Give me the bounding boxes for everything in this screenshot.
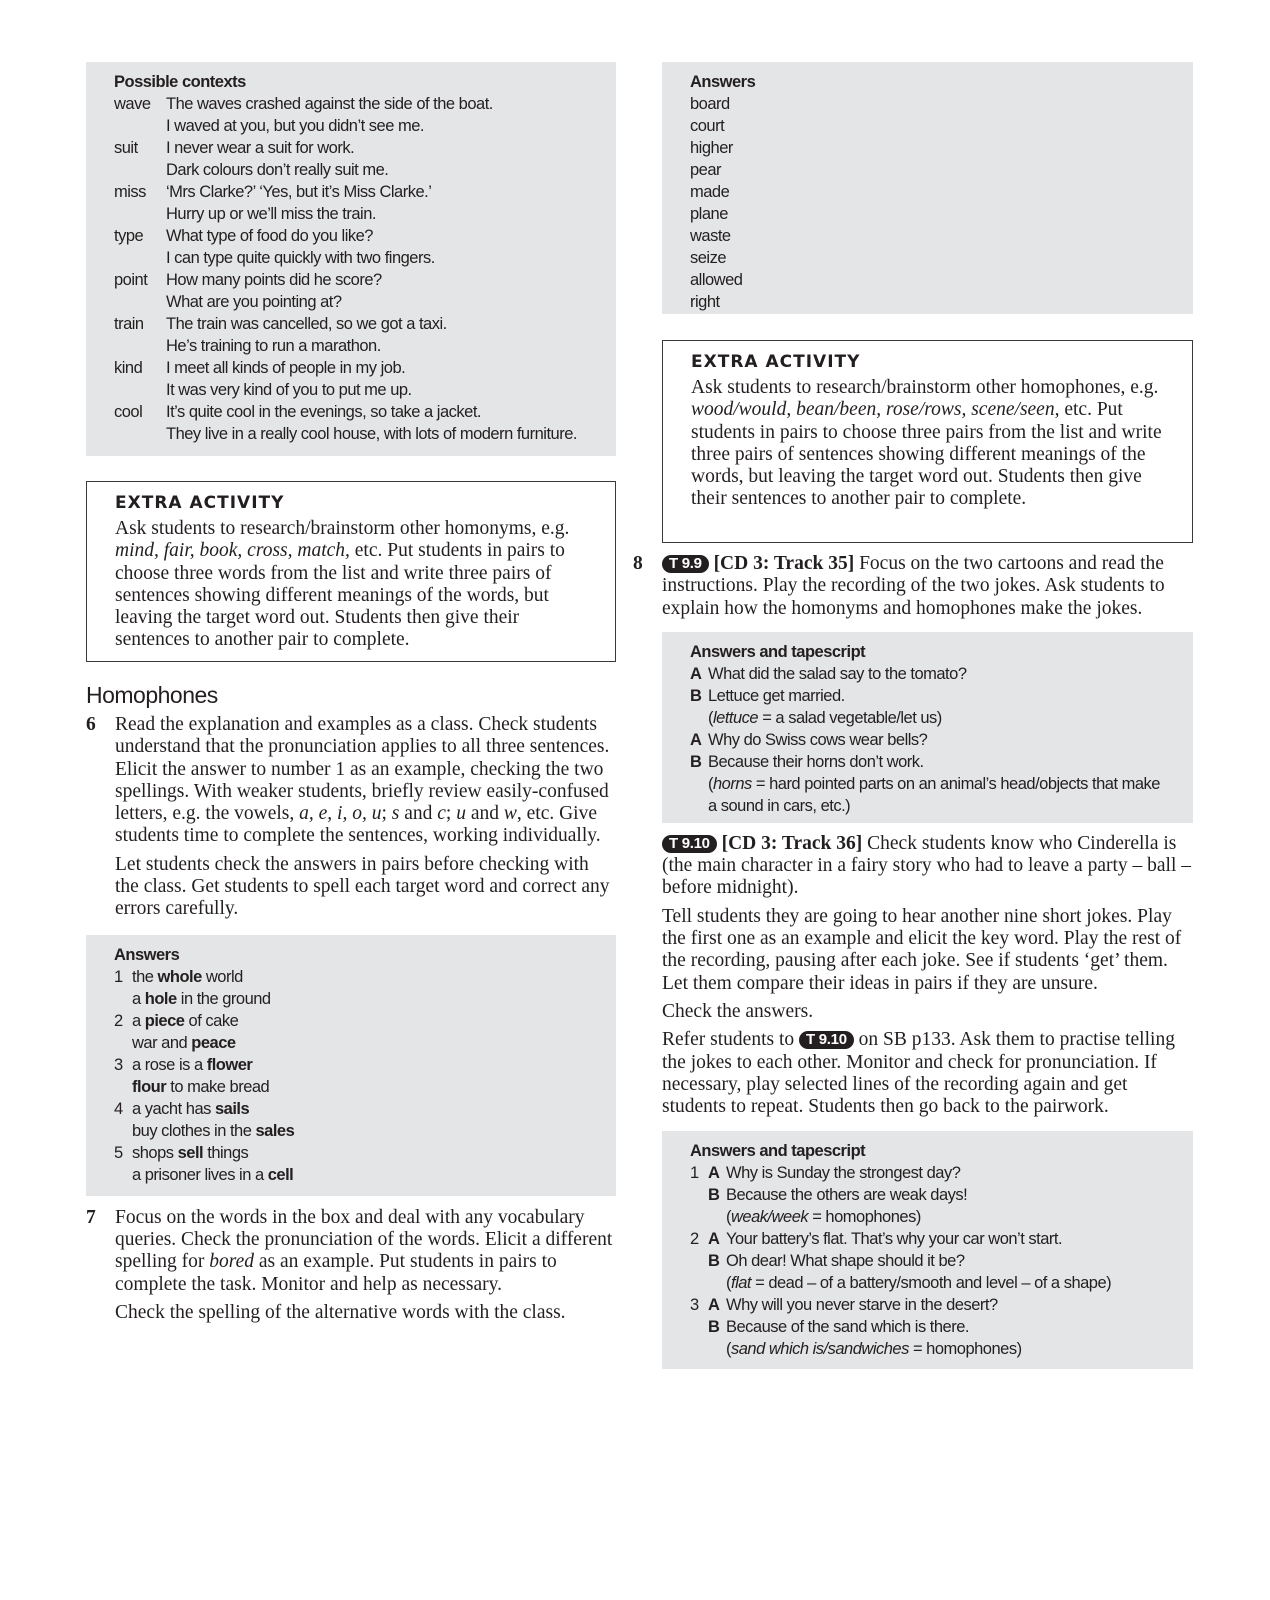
joke-number (690, 1272, 708, 1294)
answer-line: a hole in the ground (132, 989, 271, 1008)
tapescript-line (690, 1316, 1165, 1338)
speaker-label (708, 1338, 726, 1360)
tapescript-text: Lettuce get married. (708, 686, 845, 705)
joke-number (690, 1338, 708, 1360)
tapescript-line (690, 1206, 1165, 1228)
context-sentence: It’s quite cool in the evenings, so take a jacket. (166, 403, 481, 421)
joke-number (690, 1206, 708, 1228)
tapescript-line (690, 1228, 1165, 1250)
tapescript-2-box (662, 1131, 1193, 1369)
tapescript-text: Oh dear! What shape should it be? (726, 1252, 965, 1271)
tapescript-text: Because of the sand which is there. (726, 1318, 969, 1337)
joke-number (690, 1250, 708, 1272)
speaker-label: A (708, 1230, 720, 1249)
tapescript-heading: Answers and tapescript (690, 642, 866, 661)
context-sentences (166, 225, 588, 269)
answers-7-box (662, 62, 1193, 314)
context-word: suit (114, 139, 138, 157)
context-word: type (114, 227, 144, 245)
context-sentence: It was very kind of you to put me up. (166, 381, 412, 399)
answers-7-list (690, 93, 1165, 313)
speaker-label: A (690, 664, 702, 683)
tapescript-line (690, 1338, 1165, 1360)
answer-number: 4 (114, 1099, 123, 1118)
answer-number: 3 (114, 1055, 123, 1074)
tapescript-line (690, 1162, 1165, 1184)
speaker-label: B (708, 1318, 720, 1337)
context-row (114, 225, 588, 269)
context-word: wave (114, 95, 151, 113)
item-6-paragraph-2: Let students check the answers in pairs before checking with the class. Get students to spell each target word and correct any errors carefully. (115, 853, 610, 920)
item-8 (633, 553, 1193, 620)
speaker-label (708, 1206, 726, 1228)
answer-line: the whole world (132, 967, 243, 986)
homophones-title: Homophones (86, 682, 218, 708)
tapescript-line (690, 663, 1165, 685)
context-sentence: I can type quite quickly with two fingers. (166, 249, 435, 267)
speaker-label: A (708, 1296, 720, 1315)
answers-heading: Answers (114, 945, 180, 964)
tapescript-2-list (690, 1162, 1165, 1360)
answer-number: 2 (114, 1011, 123, 1030)
answer-line: a prisoner lives in a cell (132, 1165, 294, 1184)
answer-word: higher (690, 139, 733, 157)
item-7-paragraph-2: Check the spelling of the alternative words with the class. (115, 1301, 566, 1323)
context-sentences (166, 269, 588, 313)
context-sentence: I meet all kinds of people in my job. (166, 359, 406, 377)
context-sentence: I never wear a suit for work. (166, 139, 355, 157)
context-sentence: They live in a really cool house, with lots of modern furniture. (166, 425, 577, 443)
context-sentences (166, 137, 588, 181)
context-word: train (114, 315, 144, 333)
extra-activity-text: Ask students to research/brainstorm other homophones, e.g. wood/would, bean/been, rose/rows, scene/seen, etc. Put students in pairs to choose three pairs from the list and write three pairs of sentences showing different meanings of the words, but leaving the target word out. Students then give their sentences to another pair to complete. (691, 377, 1162, 510)
answer-number: 5 (114, 1143, 123, 1162)
joke-number: 2 (690, 1230, 699, 1249)
tapescript-1-list (690, 663, 1165, 817)
context-sentence: I waved at you, but you didn’t see me. (166, 117, 424, 135)
context-word: kind (114, 359, 143, 377)
tapescript-line (690, 773, 1165, 817)
tapescript-line (690, 1272, 1165, 1294)
context-sentences (166, 181, 588, 225)
context-row (114, 181, 588, 225)
context-row (114, 269, 588, 313)
answer-word: plane (690, 205, 728, 223)
context-sentence: How many points did he score? (166, 271, 382, 289)
context-row (114, 401, 588, 445)
context-sentence: What are you pointing at? (166, 293, 342, 311)
context-sentence: He’s training to run a marathon. (166, 337, 381, 355)
answer-line: flour to make bread (132, 1077, 270, 1096)
context-sentence: What type of food do you like? (166, 227, 373, 245)
tapescript-line (690, 1294, 1165, 1316)
context-sentence: Hurry up or we’ll miss the train. (166, 205, 376, 223)
answer-word: made (690, 183, 730, 201)
t910-paragraph-3: Check the answers. (662, 1000, 814, 1022)
item-6 (86, 714, 616, 921)
tapescript-text: (weak/week = homophones) (726, 1208, 921, 1227)
context-word: miss (114, 183, 146, 201)
tapescript-heading: Answers and tapescript (690, 1142, 866, 1161)
tapescript-text: Because their horns don’t work. (708, 752, 924, 771)
context-sentences (166, 93, 588, 137)
tapescript-line (690, 685, 1165, 707)
context-row (114, 313, 588, 357)
context-word: point (114, 271, 148, 289)
joke-number: 1 (690, 1164, 699, 1183)
answer-item (114, 1142, 588, 1186)
context-row (114, 137, 588, 181)
tapescript-text: Because the others are weak days! (726, 1186, 968, 1205)
answer-line: a yacht has sails (132, 1099, 250, 1118)
speaker-label: B (708, 1252, 720, 1271)
answers-6-list (114, 966, 588, 1186)
answer-word: allowed (690, 271, 743, 289)
context-sentences (166, 357, 588, 401)
context-row (114, 93, 588, 137)
speaker-label (690, 773, 708, 817)
tapescript-text: Why is Sunday the strongest day? (726, 1164, 961, 1183)
answer-word: waste (690, 227, 731, 245)
answers-6-box (86, 935, 616, 1196)
right-column (633, 62, 1193, 1369)
answer-item (114, 966, 588, 1010)
answer-line: war and peace (132, 1033, 236, 1052)
item-number: 7 (86, 1206, 96, 1228)
t910-section (662, 833, 1193, 1119)
item-number: 6 (86, 714, 96, 735)
item-7 (86, 1207, 616, 1324)
joke-number: 3 (690, 1296, 699, 1315)
extra-activity-homophones (662, 340, 1193, 543)
extra-activity-text: Ask students to research/brainstorm other homonyms, e.g. mind, fair, book, cross, match, etc. Put students in pairs to choose three words from the list and write three pairs of sentences showing different meanings of the words, but leaving the target word out. Students then give their sentences to another pair to complete. (115, 518, 570, 651)
tapescript-text: What did the salad say to the tomato? (708, 664, 967, 683)
possible-contexts-heading: Possible contexts (114, 73, 246, 91)
context-row (114, 357, 588, 401)
answer-word: pear (690, 161, 722, 179)
tapescript-text: (sand which is/sandwiches = homophones) (726, 1340, 1022, 1359)
tapescript-line (690, 729, 1165, 751)
possible-contexts-box (86, 62, 616, 456)
tapescript-text: Your battery’s flat. That’s why your car won’t start. (726, 1230, 1063, 1249)
extra-activity-homonyms (86, 481, 616, 662)
tapescript-line (690, 1184, 1165, 1206)
joke-number (690, 1316, 708, 1338)
joke-number (690, 1184, 708, 1206)
tapescript-text: (horns = hard pointed parts on an animal’s head/objects that make a sound in cars, etc.) (708, 774, 1160, 815)
answers-heading: Answers (690, 73, 756, 91)
tapescript-text: (flat = dead – of a battery/smooth and level – of a shape) (726, 1274, 1112, 1293)
track-badge[interactable]: T 9.10 (799, 1031, 854, 1049)
context-sentences (166, 313, 588, 357)
answer-line: a rose is a flower (132, 1055, 253, 1074)
contexts-list (114, 93, 588, 445)
extra-activity-heading: EXTRA ACTIVITY (691, 352, 861, 372)
tapescript-text: Why will you never starve in the desert? (726, 1296, 998, 1315)
speaker-label (690, 707, 708, 729)
t910-paragraph-4: Refer students to T 9.10 on SB p133. Ask them to practise telling the jokes to each other. Monitor and check for pronunciation. If necessary, play selected lines of the recording again and get students to repeat. Students then go back to the pairwork. (662, 1029, 1175, 1118)
item-7-paragraph-1: Focus on the words in the box and deal with any vocabulary queries. Check the pronunciation of the words. Elicit a different spelling for bored as an example. Put students in pairs to complete the task. Monitor and help as necessary. (115, 1206, 613, 1295)
answer-word: right (690, 293, 720, 311)
tapescript-text: (lettuce = a salad vegetable/let us) (708, 708, 942, 727)
context-word: cool (114, 403, 143, 421)
answer-item (114, 1010, 588, 1054)
tapescript-text: Why do Swiss cows wear bells? (708, 730, 928, 749)
item-number: 8 (633, 553, 643, 574)
speaker-label: B (690, 752, 702, 771)
speaker-label (708, 1272, 726, 1294)
answer-line: buy clothes in the sales (132, 1121, 295, 1140)
tapescript-line (690, 707, 1165, 729)
context-sentence: The train was cancelled, so we got a taxi. (166, 315, 447, 333)
speaker-label: B (690, 686, 702, 705)
tapescript-1-box (662, 632, 1193, 823)
speaker-label: A (690, 730, 702, 749)
answer-word: seize (690, 249, 727, 267)
context-sentence: ‘Mrs Clarke?’ ‘Yes, but it’s Miss Clarke.’ (166, 183, 432, 201)
extra-activity-heading: EXTRA ACTIVITY (115, 493, 285, 513)
tapescript-line (690, 751, 1165, 773)
answer-line: a piece of cake (132, 1011, 239, 1030)
answer-item (114, 1054, 588, 1098)
answer-line: shops sell things (132, 1143, 249, 1162)
t910-paragraph-2: Tell students they are going to hear another nine short jokes. Play the first one as an example and elicit the key word. Play the rest of the recording, pausing after each joke. See if students ‘get’ them. Let them compare their ideas in pairs if they are unsure. (662, 905, 1182, 994)
speaker-label: B (708, 1186, 720, 1205)
context-sentence: Dark colours don’t really suit me. (166, 161, 389, 179)
left-column (86, 62, 616, 1324)
item-6-paragraph-1: Read the explanation and examples as a class. Check students understand that the pronunciation applies to all three sentences. Elicit the answer to number 1 as an example, checking the two spellings. With weaker students, briefly review easily-confused letters, e.g. the vowels, a, e, i, o, u; s and c; u and w, etc. Give students time to complete the sentences, working individually. (115, 714, 610, 847)
track-badge[interactable]: T 9.9 (662, 555, 709, 573)
item-8-paragraph: T 9.9 [CD 3: Track 35] Focus on the two cartoons and read the instructions. Play the recording of the two jokes. Ask students to explain how the homonyms and homophones make the jokes. (662, 553, 1165, 619)
context-sentences (166, 401, 588, 445)
context-sentence: The waves crashed against the side of the boat. (166, 95, 493, 113)
track-badge[interactable]: T 9.10 (662, 835, 717, 853)
speaker-label: A (708, 1164, 720, 1183)
tapescript-line (690, 1250, 1165, 1272)
answer-number: 1 (114, 967, 123, 986)
answer-item (114, 1098, 588, 1142)
answer-word: board (690, 95, 730, 113)
t910-paragraph-1: T 9.10 [CD 3: Track 36] Check students know who Cinderella is (the main character in a fairy story who had to leave a party – ball – before midnight). (662, 832, 1191, 899)
answer-word: court (690, 117, 725, 135)
